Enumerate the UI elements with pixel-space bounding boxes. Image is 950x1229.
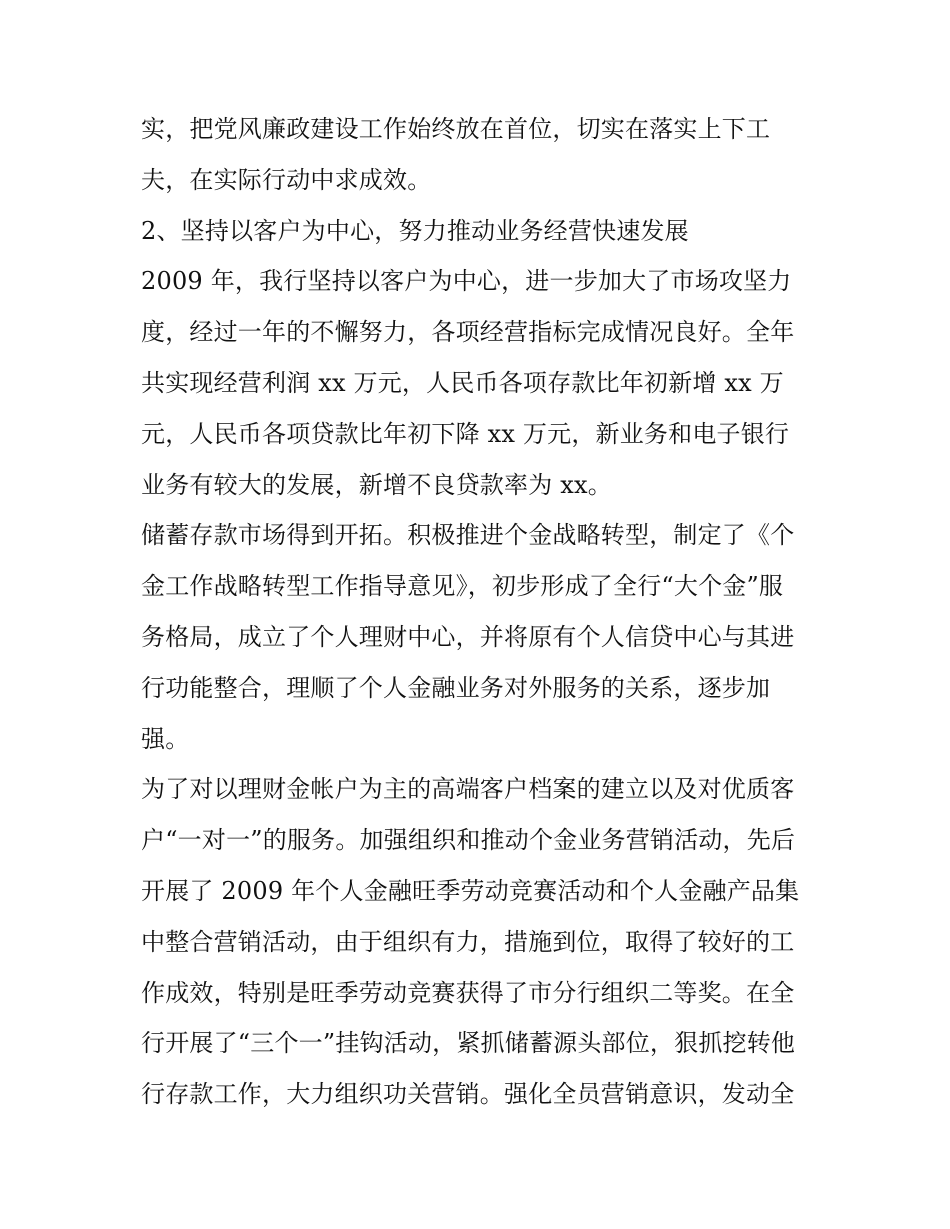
- text-line: 户“一对一”的服务。加强组织和推动个金业务营销活动，先后: [141, 826, 796, 855]
- text-line: 共实现经营利润 xx 万元，人民币各项存款比年初新增 xx 万: [141, 368, 784, 397]
- text-line: 元，人民币各项贷款比年初下降 xx 万元，新业务和电子银行: [141, 419, 790, 448]
- text-line: 务格局，成立了个人理财中心，并将原有个人信贷中心与其进: [141, 622, 795, 651]
- text-line: 夫，在实际行动中求成效。: [141, 165, 432, 194]
- text-line: 行功能整合，理顺了个人金融业务对外服务的关系，逐步加: [141, 673, 771, 702]
- text-line: 业务有较大的发展，新增不良贷款率为 xx。: [141, 470, 612, 499]
- text-line: 储蓄存款市场得到开拓。积极推进个金战略转型，制定了《个: [141, 521, 795, 550]
- text-line: 行存款工作，大力组织功关营销。强化全员营销意识，发动全: [141, 1080, 795, 1109]
- text-line: 作成效，特别是旺季劳动竞赛获得了市分行组织二等奖。在全: [141, 978, 795, 1007]
- text-line: 中整合营销活动，由于组织有力，措施到位，取得了较好的工: [141, 927, 795, 956]
- text-line: 实，把党风廉政建设工作始终放在首位，切实在落实上下工: [141, 115, 771, 143]
- text-line: 强。: [141, 724, 190, 753]
- text-line: 为了对以理财金帐户为主的高端客户档案的建立以及对优质客: [141, 775, 795, 804]
- body-text: [141, 104, 821, 1120]
- text-line: 2009 年，我行坚持以客户为中心，进一步加大了市场攻坚力: [141, 267, 792, 296]
- text-line: 金工作战略转型工作指导意见》，初步形成了全行“大个金”服: [141, 572, 784, 601]
- text-line: 行开展了“三个一”挂钩活动，紧抓储蓄源头部位，狠抓挖转他: [141, 1029, 796, 1058]
- section-heading: 2、坚持以客户为中心，努力推动业务经营快速发展: [141, 216, 689, 245]
- text-line: 度，经过一年的不懈努力，各项经营指标完成情况良好。全年: [141, 318, 795, 347]
- text-line: 开展了 2009 年个人金融旺季劳动竞赛活动和个人金融产品集: [141, 876, 800, 905]
